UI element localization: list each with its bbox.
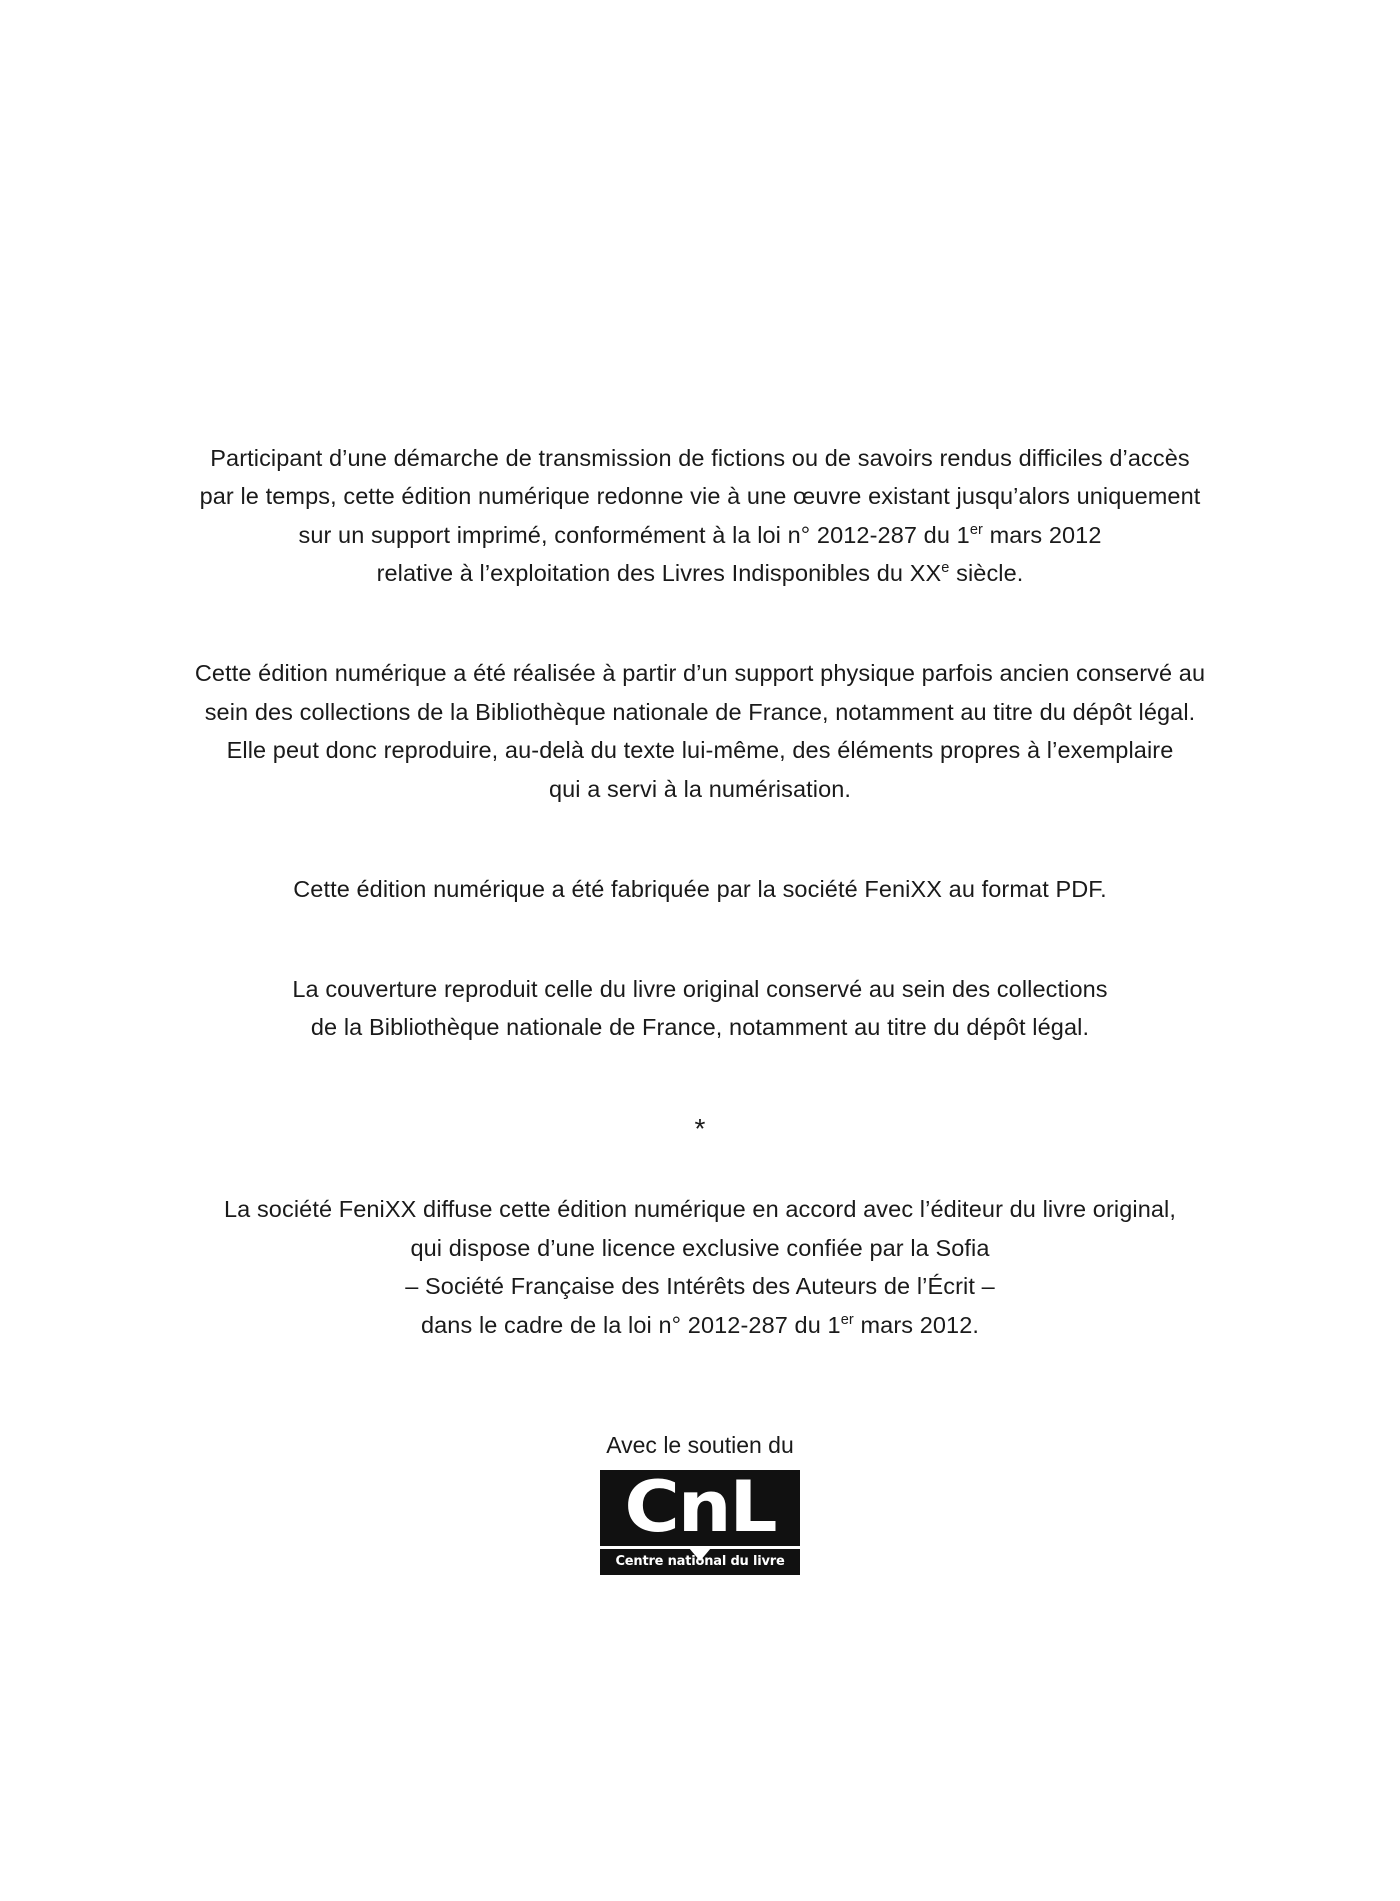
law-text-after: mars 2012.	[853, 1311, 980, 1338]
cnl-logo-notch-icon	[689, 1548, 711, 1561]
paragraph-line-century	[377, 560, 1024, 586]
cnl-logo-caption-bar	[600, 1549, 800, 1575]
paragraph-line: qui a servi à la numérisation.	[548, 775, 852, 802]
cnl-logo-letters: CnL	[624, 1465, 776, 1548]
ordinal-superscript: er	[840, 1311, 854, 1328]
paragraph-distribution	[135, 1190, 1265, 1344]
section-separator-asterisk: *	[694, 1113, 706, 1144]
paragraph-transmission	[135, 439, 1265, 593]
paragraph-line: Elle peut donc reproduire, au-delà du texte lui-même, des éléments propres à l’exemplaire	[226, 737, 1174, 763]
law-text-before: sur un support imprimé, conformément à la loi n° 2012-287 du 1	[298, 521, 970, 548]
paragraph-line: par le temps, cette édition numérique redonne vie à une œuvre existant jusqu’alors uniquement	[199, 483, 1201, 509]
cnl-logo-caption: Centre national du livre	[615, 1553, 785, 1569]
legal-notice-block	[0, 415, 1400, 1575]
paragraph-line: La couverture reproduit celle du livre original conservé au sein des collections	[292, 975, 1108, 1002]
century-text-before: relative à l’exploitation des Livres Indisponibles du XX	[376, 560, 942, 586]
cnl-logo	[600, 1465, 800, 1575]
paragraph-line: Cette édition numérique a été réalisée à partir d’un support physique parfois ancien conservé au	[194, 660, 1206, 686]
paragraph-line: La société FeniXX diffuse cette édition numérique en accord avec l’éditeur du livre original,	[223, 1196, 1177, 1222]
paragraph-line-law	[421, 1312, 979, 1338]
paragraph-cover	[135, 970, 1265, 1047]
support-section	[600, 1430, 800, 1575]
paragraph-line: – Société Française des Intérêts des Auteurs de l’Écrit –	[405, 1273, 995, 1299]
paragraph-line: Participant d’une démarche de transmission de fictions ou de savoirs rendus difficiles d’accès	[210, 444, 1190, 471]
law-text-after: mars 2012	[982, 521, 1102, 548]
support-label: Avec le soutien du	[606, 1431, 794, 1458]
paragraph-line: qui dispose d’une licence exclusive confiée par la Sofia	[410, 1234, 990, 1261]
paragraph-fabrication	[135, 870, 1265, 909]
paragraph-line: Cette édition numérique a été fabriquée par la société FeniXX au format PDF.	[293, 875, 1107, 902]
law-text-before: dans le cadre de la loi n° 2012-287 du 1	[420, 1311, 841, 1338]
paragraph-line: de la Bibliothèque nationale de France, notamment au titre du dépôt légal.	[310, 1014, 1090, 1040]
cnl-logo-mark	[600, 1465, 800, 1548]
paragraph-source-support	[135, 654, 1265, 808]
paragraph-line-law	[298, 522, 1101, 548]
paragraph-line: sein des collections de la Bibliothèque nationale de France, notamment au titre du dépôt légal.	[204, 698, 1196, 725]
ordinal-superscript: er	[969, 521, 983, 538]
century-text-after: siècle.	[949, 560, 1024, 586]
ordinal-superscript: e	[941, 560, 950, 577]
